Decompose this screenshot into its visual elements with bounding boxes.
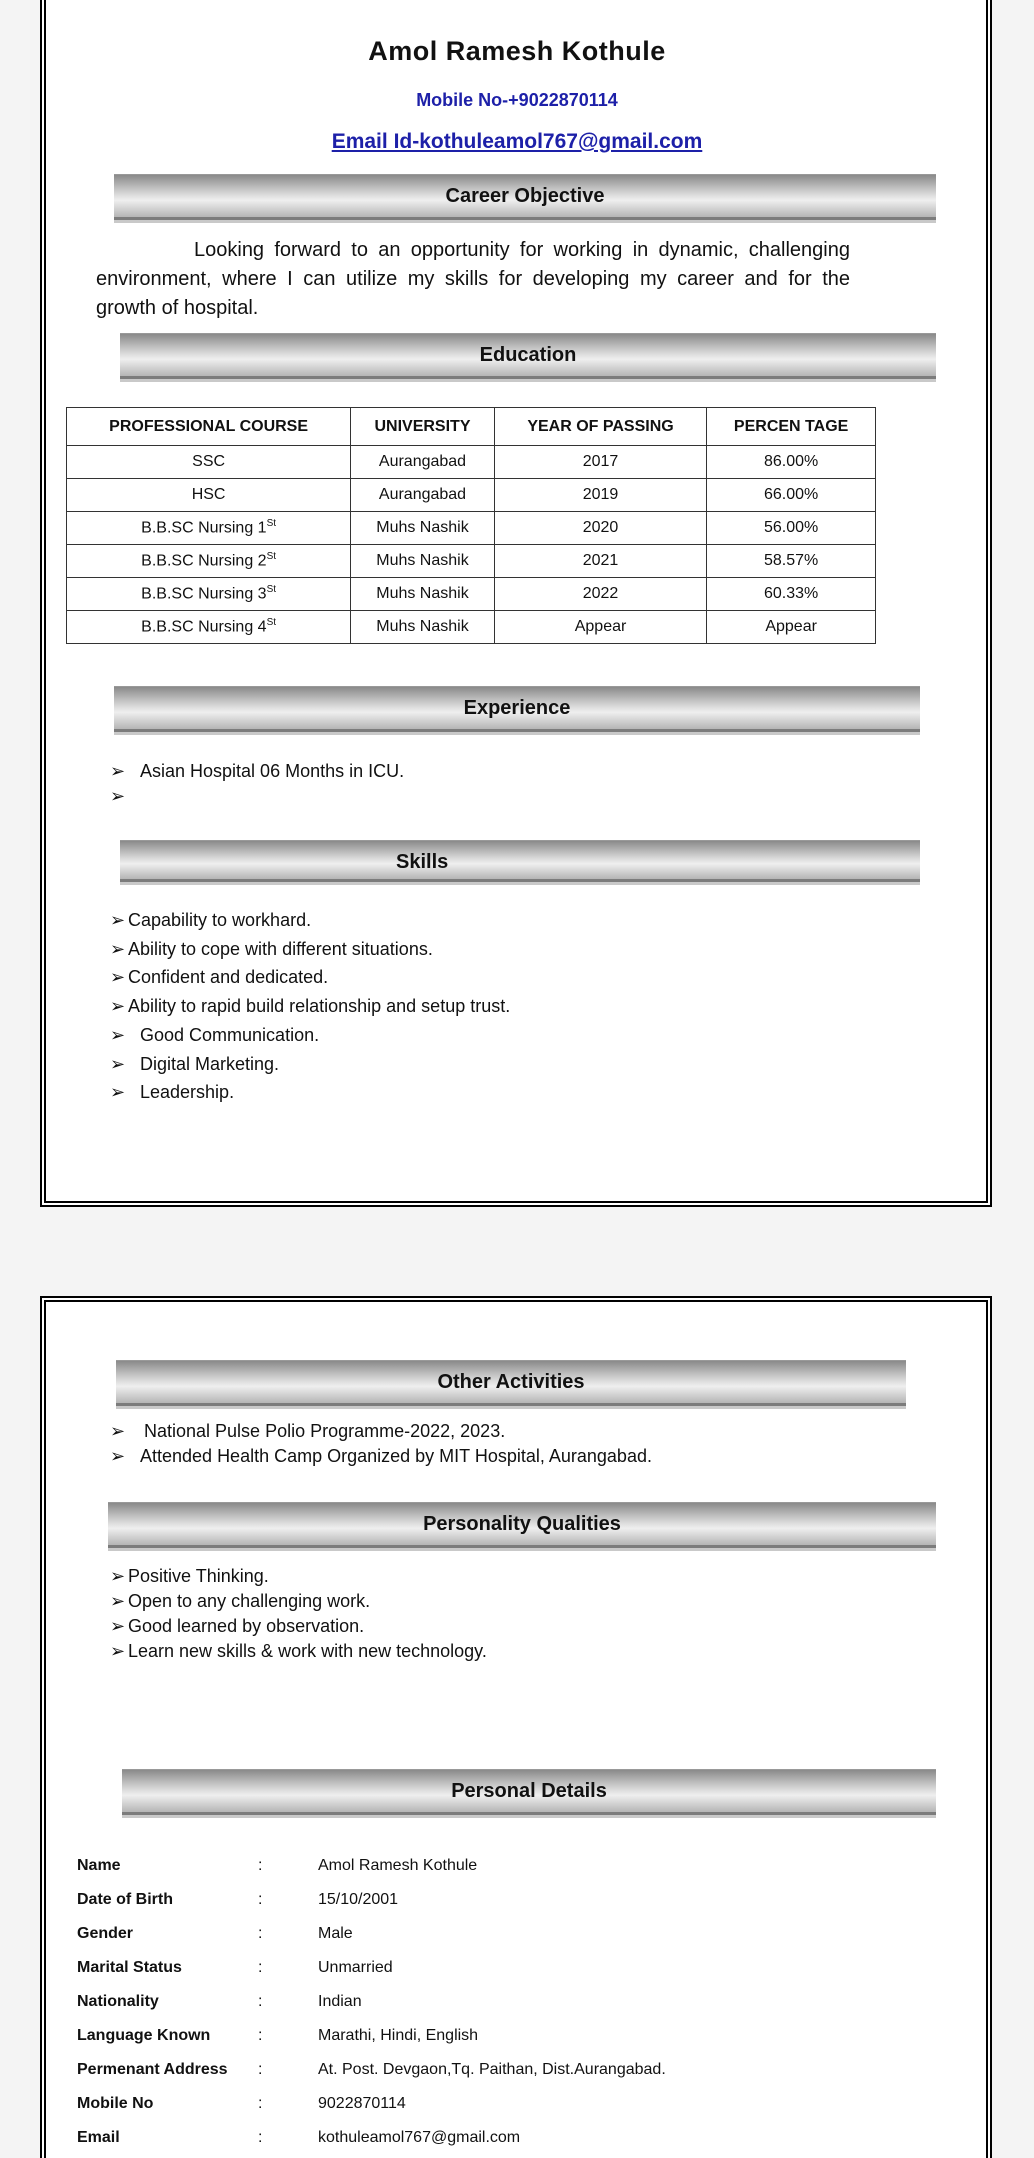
detail-value: At. Post. Devgaon,Tq. Paithan, Dist.Aurangabad. — [318, 2061, 666, 2078]
detail-label: Nationality — [77, 1993, 159, 2010]
column-header-university: UNIVERSITY — [351, 408, 495, 446]
detail-value: Indian — [318, 1993, 362, 2010]
course-cell: HSC — [67, 479, 351, 512]
list-item: ➢ Good learned by observation. — [110, 1614, 487, 1639]
section-skills: Skills — [120, 840, 920, 882]
table-header-row — [67, 408, 876, 446]
list-item: ➢ Ability to rapid build relationship and setup trust. — [110, 992, 510, 1021]
table-row — [77, 1985, 666, 2019]
personality-qualities-list — [110, 1564, 487, 1664]
section-education: Education — [120, 333, 936, 379]
list-item: ➢ Attended Health Camp Organized by MIT Hospital, Aurangabad. — [110, 1444, 652, 1469]
table-row — [77, 2121, 666, 2155]
table-row — [67, 479, 876, 512]
table-row — [77, 2019, 666, 2053]
list-item: ➢ Open to any challenging work. — [110, 1589, 487, 1614]
skills-list — [110, 906, 510, 1107]
list-item: ➢ Ability to cope with different situations. — [110, 935, 510, 964]
detail-label: Marital Status — [77, 1959, 182, 1976]
detail-separator: : — [258, 2129, 263, 2146]
university-cell: Aurangabad — [351, 446, 495, 479]
detail-separator: : — [258, 1857, 263, 1874]
list-item: ➢ Positive Thinking. — [110, 1564, 487, 1589]
detail-value: Marathi, Hindi, English — [318, 2027, 479, 2044]
university-cell: Muhs Nashik — [351, 578, 495, 611]
experience-list — [110, 759, 404, 784]
year-cell: 2022 — [494, 578, 706, 611]
percent-cell: Appear — [707, 611, 876, 644]
year-cell: 2020 — [494, 512, 706, 545]
table-row — [77, 2053, 666, 2087]
course-cell: B.B.SC Nursing 1St — [67, 512, 351, 545]
table-row — [77, 1951, 666, 1985]
table-row — [77, 1849, 666, 1883]
candidate-name: Amol Ramesh Kothule — [368, 36, 666, 66]
personal-details-table — [77, 1849, 666, 2155]
detail-separator: : — [258, 2061, 263, 2078]
detail-label: Permenant Address — [77, 2061, 228, 2078]
percent-cell: 86.00% — [707, 446, 876, 479]
detail-separator: : — [258, 1959, 263, 1976]
detail-separator: : — [258, 1993, 263, 2010]
table-row — [67, 611, 876, 644]
table-row — [77, 1883, 666, 1917]
year-cell: Appear — [494, 611, 706, 644]
university-cell: Muhs Nashik — [351, 512, 495, 545]
year-cell: 2021 — [494, 545, 706, 578]
section-career-objective: Career Objective — [114, 174, 936, 220]
detail-label: Mobile No — [77, 2095, 154, 2112]
table-row — [67, 545, 876, 578]
year-cell: 2019 — [494, 479, 706, 512]
list-item: ➢ Learn new skills & work with new technology. — [110, 1639, 487, 1664]
course-cell: B.B.SC Nursing 4St — [67, 611, 351, 644]
section-personality-qualities: Personality Qualities — [108, 1502, 936, 1548]
list-item: ➢ Asian Hospital 06 Months in ICU. — [110, 759, 404, 784]
list-item: ➢ Capability to workhard. — [110, 906, 510, 935]
detail-value: 15/10/2001 — [318, 1891, 399, 1908]
table-row — [77, 2087, 666, 2121]
section-other-activities: Other Activities — [116, 1360, 906, 1406]
section-personal-details: Personal Details — [122, 1769, 936, 1815]
mobile-number: Mobile No-+9022870114 — [416, 90, 618, 110]
university-cell: Muhs Nashik — [351, 545, 495, 578]
university-cell: Muhs Nashik — [351, 611, 495, 644]
table-row — [77, 1917, 666, 1951]
detail-value: 9022870114 — [318, 2095, 406, 2112]
column-header-course: PROFESSIONAL COURSE — [67, 408, 351, 446]
university-cell: Aurangabad — [351, 479, 495, 512]
detail-separator: : — [258, 2095, 263, 2112]
detail-label: Email — [77, 2129, 120, 2146]
detail-label: Gender — [77, 1925, 134, 1942]
list-item: ➢ Confident and dedicated. — [110, 963, 510, 992]
detail-value: Male — [318, 1925, 353, 1942]
detail-separator: : — [258, 1891, 263, 1908]
list-item: ➢ Leadership. — [110, 1078, 510, 1107]
list-item: ➢ Digital Marketing. — [110, 1050, 510, 1079]
detail-label: Date of Birth — [77, 1891, 173, 1908]
detail-label: Language Known — [77, 2027, 211, 2044]
email-link[interactable]: Email Id-kothuleamol767@gmail.com — [331, 130, 703, 153]
detail-value: kothuleamol767@gmail.com — [318, 2129, 521, 2146]
column-header-percentage: PERCEN TAGE — [707, 408, 876, 446]
table-row — [67, 512, 876, 545]
detail-value: Amol Ramesh Kothule — [318, 1857, 478, 1874]
course-cell: SSC — [67, 446, 351, 479]
percent-cell: 58.57% — [707, 545, 876, 578]
detail-separator: : — [258, 2027, 263, 2044]
detail-separator: : — [258, 1925, 263, 1942]
detail-value: Unmarried — [318, 1959, 393, 1976]
percent-cell: 56.00% — [707, 512, 876, 545]
year-cell: 2017 — [494, 446, 706, 479]
percent-cell: 60.33% — [707, 578, 876, 611]
education-table — [66, 407, 876, 644]
section-experience: Experience — [114, 686, 920, 732]
table-row — [67, 446, 876, 479]
percent-cell: 66.00% — [707, 479, 876, 512]
detail-label: Name — [77, 1857, 121, 1874]
list-item: ➢ Good Communication. — [110, 1021, 510, 1050]
career-objective-text: Looking forward to an opportunity for working in dynamic, challenging environment, where I can utilize my skills for developing my career and for the growth of hospital. — [96, 239, 850, 319]
list-item: ➢ National Pulse Polio Programme-2022, 2023. — [110, 1419, 652, 1444]
course-cell: B.B.SC Nursing 3St — [67, 578, 351, 611]
course-cell: B.B.SC Nursing 2St — [67, 545, 351, 578]
other-activities-list — [110, 1419, 652, 1469]
table-row — [67, 578, 876, 611]
column-header-year: YEAR OF PASSING — [494, 408, 706, 446]
